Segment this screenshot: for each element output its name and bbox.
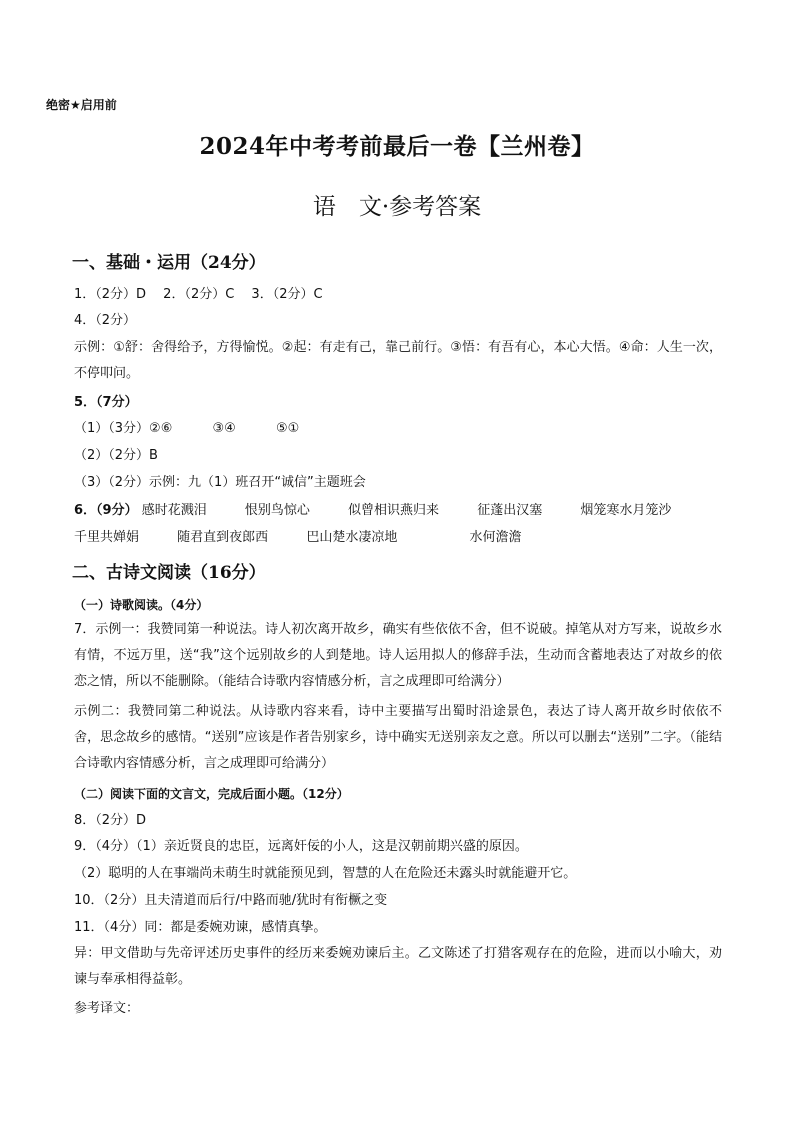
reference-translation-label: 参考译文：	[74, 1001, 140, 1016]
poem-line: 恨别鸟惊心	[244, 503, 310, 518]
poem-line: 随君直到夜郎西	[177, 530, 269, 545]
poem-line: 巴山楚水凄凉地	[306, 530, 398, 545]
section1-heading: 一、基础・运用（24分）	[72, 253, 266, 273]
answer-q5-3: （3）（2分）示例：九（1）班召开“诚信”主题班会	[74, 475, 366, 490]
poem-line: 似曾相识燕归来	[348, 503, 440, 518]
poem-line: 征蓬出汉塞	[477, 503, 543, 518]
answer-q6-head: 6．（9分）	[74, 503, 138, 518]
subsection-classical: （二）阅读下面的文言文，完成后面小题。（12分）	[74, 787, 349, 801]
answer-q5-2: （2）（2分）B	[74, 448, 158, 463]
poem-line: 千里共婵娟	[74, 530, 140, 545]
answer-q5-1	[74, 420, 299, 438]
answer-q11-diff: 异：甲文借助与先帝评述历史事件的经历来委婉劝谏后主。乙文陈述了打猎客观存在的危险，进而以小喻大，劝谏与奉承相得益彰。	[74, 946, 722, 987]
answer-q5-1-c: ⑤①	[275, 421, 300, 436]
answer-q1-3: 1．（2分）D 2．（2分）C 3．（2分）C	[74, 287, 323, 302]
section2-heading: 二、古诗文阅读（16分）	[72, 563, 266, 583]
answer-q7-example2: 示例二：我赞同第二种说法。从诗歌内容来看，诗中主要描写出蜀时沿途景色，表达了诗人离开故乡时依依不舍，思念故乡的感情。“送别”应该是作者告别家乡，诗中确实无送别亲友之意。所以可以删去“送别”二字。（能结合诗歌内容情感分析，言之成理即可给满分）	[74, 704, 722, 771]
answer-q4-body: 示例：①舒：舍得给予，方得愉悦。②起：有走有己，靠己前行。③悟：有吾有心，本心大悟。④命：人生一次，不停叩问。	[74, 340, 722, 381]
poem-line: 感时花溅泪	[141, 503, 207, 518]
answer-q6-row1	[74, 502, 671, 520]
answer-q7-example1: 7．示例一：我赞同第一种说法。诗人初次离开故乡，确实有些依依不舍，但不说破。掉笔从对方写来，说故乡水有情，不远万里，送“我”这个远别故乡的人到楚地。诗人运用拟人的修辞手法，生动而含蓄地表达了对故乡的依恋之情，所以不能删除。（能结合诗歌内容情感分析，言之成理即可给满分）	[74, 622, 722, 689]
answer-q5-1-a: （1）（3分）②⑥	[74, 421, 173, 436]
poem-line: 烟笼寒水月笼沙	[580, 503, 672, 518]
answer-q5-head: 5．（7分）	[74, 395, 138, 410]
answer-q5-1-b: ③④	[212, 421, 236, 436]
page-title: 2024年中考考前最后一卷【兰州卷】	[199, 133, 595, 160]
answer-q11-same: 11．（4分）同：都是委婉劝谏，感情真挚。	[74, 920, 327, 935]
page-subtitle: 语 文·参考答案	[312, 194, 482, 220]
answer-q4-head: 4．（2分）	[74, 313, 137, 328]
answer-q8: 8．（2分）D	[74, 813, 147, 828]
answer-q10: 10．（2分）且夫清道而后行/中路而驰/犹时有衔橛之变	[74, 893, 388, 908]
confidential-mark: 绝密★启用前	[46, 98, 117, 112]
answer-q9-1: 9．（4分）（1）亲近贤良的忠臣，远离奸佞的小人，这是汉朝前期兴盛的原因。	[74, 839, 528, 854]
answer-q6-row2	[74, 529, 521, 547]
subsection-poetry: （一）诗歌阅读。（4分）	[74, 598, 209, 612]
poem-line: 水何澹澹	[469, 530, 522, 545]
answer-q9-2: （2）聪明的人在事端尚未萌生时就能预见到，智慧的人在危险还未露头时就能避开它。	[74, 866, 577, 881]
